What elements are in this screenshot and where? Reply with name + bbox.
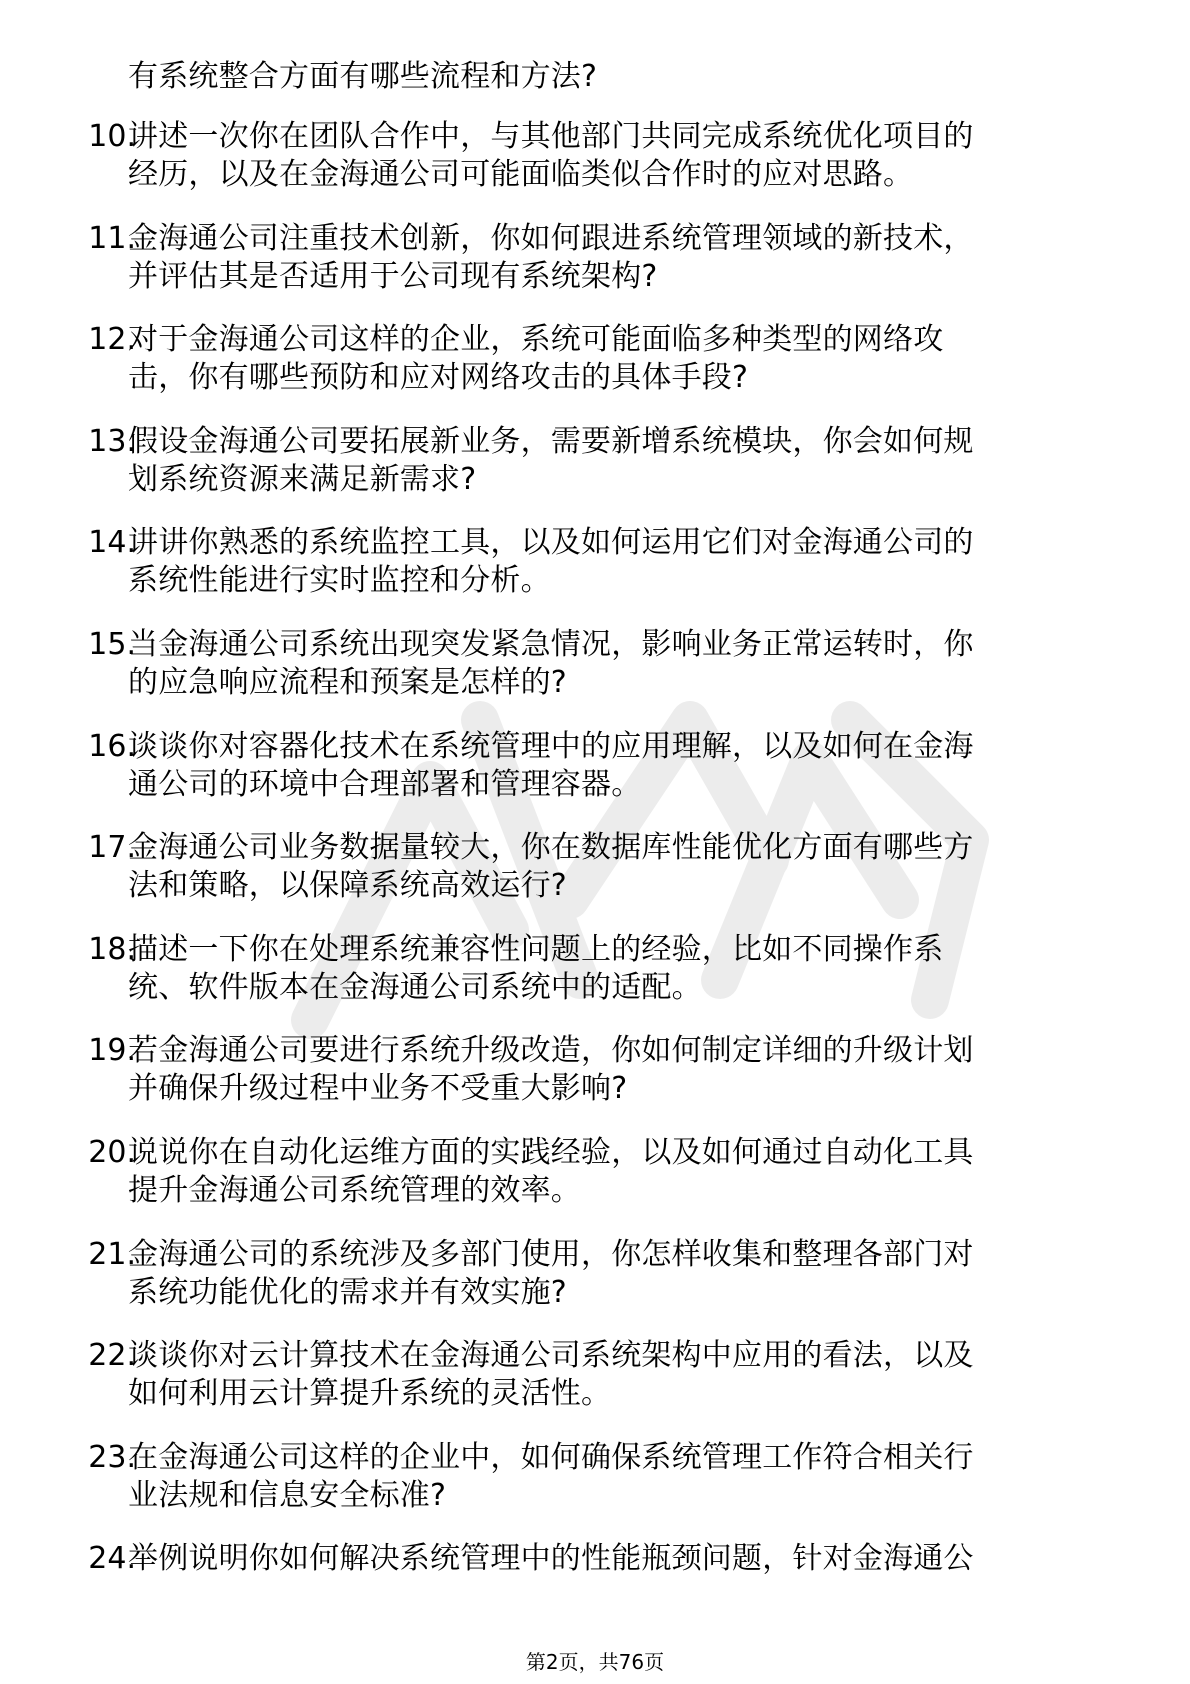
list-item — [0, 321, 1190, 423]
question-number: 19. — [88, 1033, 136, 1069]
question-number: 22. — [88, 1338, 136, 1374]
question-line: 通公司的环境中合理部署和管理容器。 — [128, 766, 642, 802]
question-line: 击，你有哪些预防和应对网络攻击的具体手段? — [128, 360, 749, 396]
list-item — [0, 524, 1190, 626]
list-item — [0, 423, 1190, 525]
question-text — [128, 220, 1128, 296]
question-number: 17. — [88, 830, 136, 866]
question-line: 经历，以及在金海通公司可能面临类似合作时的应对思路。 — [128, 157, 914, 192]
question-line: 当金海通公司系统出现突发紧急情况，影响业务正常运转时，你 — [128, 626, 974, 662]
question-number: 13. — [88, 423, 136, 459]
question-text — [128, 728, 1128, 804]
question-text — [128, 1032, 1128, 1108]
question-line: 金海通公司的系统涉及多部门使用，你怎样收集和整理各部门对 — [128, 1236, 974, 1272]
question-line: 讲述一次你在团队合作中，与其他部门共同完成系统优化项目的 — [128, 119, 974, 154]
question-line: 业法规和信息安全标准? — [128, 1477, 447, 1513]
question-number: 20. — [88, 1134, 136, 1170]
continuation-paragraph — [0, 58, 1190, 118]
continuation-text: 有系统整合方面有哪些流程和方法? — [128, 59, 598, 94]
question-text — [128, 321, 1128, 397]
question-number: 12. — [88, 322, 136, 358]
question-line: 对于金海通公司这样的企业，系统可能面临多种类型的网络攻 — [128, 322, 944, 358]
question-number: 11. — [88, 220, 136, 256]
question-number: 14. — [88, 525, 136, 561]
question-line: 并确保升级过程中业务不受重大影响? — [128, 1071, 628, 1107]
question-line: 并评估其是否适用于公司现有系统架构? — [128, 258, 658, 294]
question-line: 假设金海通公司要拓展新业务，需要新增系统模块，你会如何规 — [128, 423, 974, 459]
list-item — [0, 626, 1190, 728]
list-item — [0, 1236, 1190, 1338]
question-number: 23. — [88, 1439, 136, 1475]
list-item — [0, 1032, 1190, 1134]
list-item — [0, 1439, 1190, 1541]
question-line: 描述一下你在处理系统兼容性问题上的经验，比如不同操作系 — [128, 931, 944, 967]
question-text — [128, 524, 1128, 600]
question-number: 21. — [88, 1236, 136, 1272]
question-text — [128, 1439, 1128, 1515]
question-text — [128, 1236, 1128, 1312]
list-item — [0, 118, 1190, 220]
question-line: 谈谈你对容器化技术在系统管理中的应用理解，以及如何在金海 — [128, 728, 974, 764]
question-number: 15. — [88, 626, 136, 662]
list-item — [0, 220, 1190, 322]
question-number: 24. — [88, 1541, 136, 1577]
question-line: 划系统资源来满足新需求? — [128, 461, 477, 497]
question-line: 谈谈你对云计算技术在金海通公司系统架构中应用的看法，以及 — [128, 1338, 974, 1374]
question-text — [128, 1337, 1128, 1413]
question-line: 统、软件版本在金海通公司系统中的适配。 — [128, 969, 702, 1005]
question-text — [128, 1134, 1128, 1210]
questions-container — [0, 118, 1190, 1642]
list-item — [0, 931, 1190, 1033]
question-line: 系统性能进行实时监控和分析。 — [128, 563, 551, 599]
question-line: 金海通公司注重技术创新，你如何跟进系统管理领域的新技术， — [128, 220, 974, 256]
list-item — [0, 728, 1190, 830]
question-text — [128, 829, 1128, 905]
question-line: 讲讲你熟悉的系统监控工具，以及如何运用它们对金海通公司的 — [128, 525, 974, 561]
question-line: 举例说明你如何解决系统管理中的性能瓶颈问题，针对金海通公 — [128, 1541, 974, 1577]
question-line: 在金海通公司这样的企业中，如何确保系统管理工作符合相关行 — [128, 1439, 974, 1475]
list-item — [0, 1134, 1190, 1236]
question-line: 若金海通公司要进行系统升级改造，你如何制定详细的升级计划 — [128, 1033, 974, 1069]
question-line: 提升金海通公司系统管理的效率。 — [128, 1172, 581, 1208]
question-text — [128, 118, 1128, 194]
question-line: 系统功能优化的需求并有效实施? — [128, 1274, 567, 1310]
list-item — [0, 1540, 1190, 1642]
question-number: 10. — [88, 119, 136, 154]
question-line: 金海通公司业务数据量较大，你在数据库性能优化方面有哪些方 — [128, 830, 974, 866]
question-line: 的应急响应流程和预案是怎样的? — [128, 664, 567, 700]
question-text — [128, 931, 1128, 1007]
list-item — [0, 829, 1190, 931]
page-footer: 第2页，共76页 — [525, 1650, 665, 1674]
question-number: 18. — [88, 931, 136, 967]
question-line: 说说你在自动化运维方面的实践经验，以及如何通过自动化工具 — [128, 1134, 974, 1170]
question-number: 16. — [88, 728, 136, 764]
list-item — [0, 1337, 1190, 1439]
question-line: 如何利用云计算提升系统的灵活性。 — [128, 1376, 612, 1412]
question-text — [128, 423, 1128, 499]
question-text — [128, 626, 1128, 702]
question-text — [128, 1540, 1128, 1578]
question-list — [0, 58, 1190, 1642]
question-line: 法和策略，以保障系统高效运行? — [128, 868, 567, 904]
